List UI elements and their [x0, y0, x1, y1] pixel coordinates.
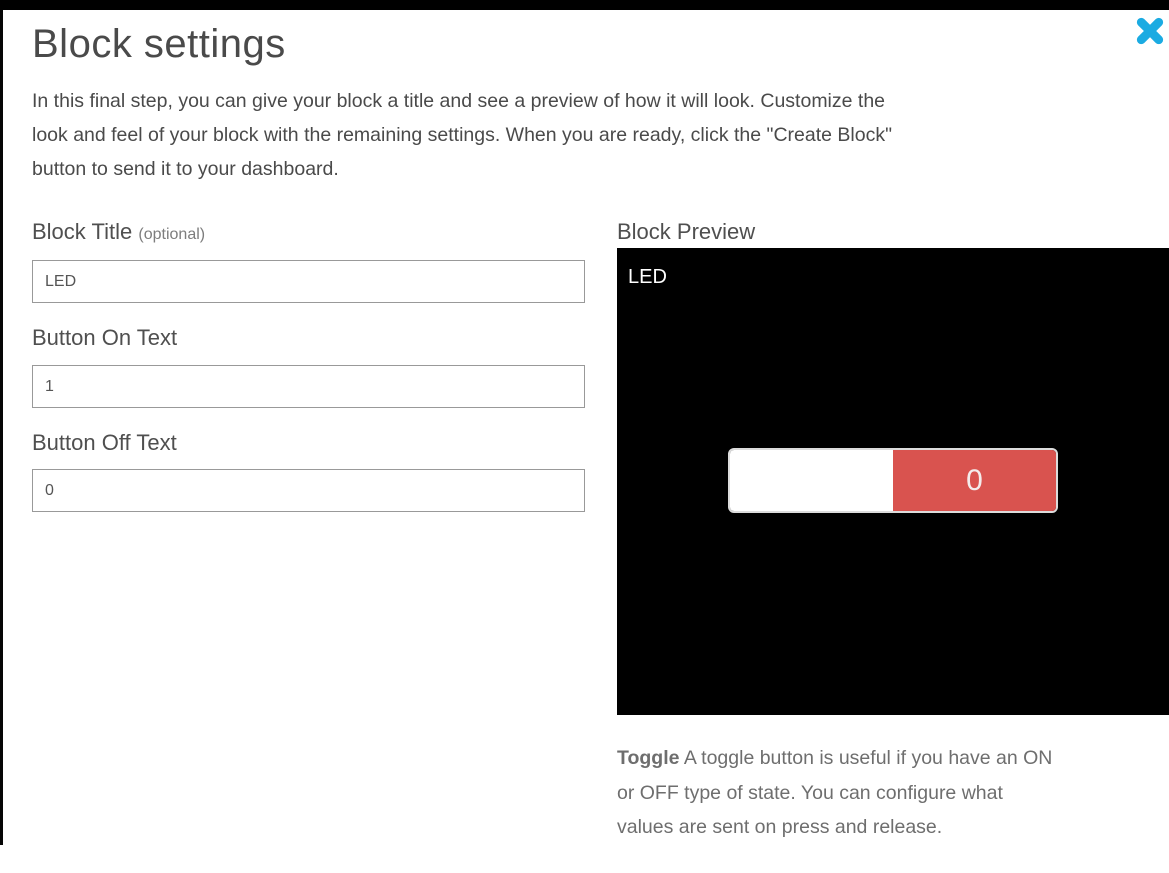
block-preview-heading: Block Preview — [617, 219, 756, 244]
preview-block-title: LED — [628, 266, 667, 288]
help-line: or OFF type of state. You can configure what — [617, 781, 1003, 804]
button-on-text-label: Button On Text — [32, 325, 178, 350]
block-title-label-text: Block Title — [32, 219, 133, 244]
page-background-left-edge — [0, 10, 3, 845]
description-line: button to send it to your dashboard. — [32, 158, 339, 180]
modal-description — [32, 84, 1142, 186]
toggle-off-label: 0 — [966, 463, 983, 497]
page-background-top-edge — [0, 0, 1169, 10]
close-button[interactable] — [1134, 15, 1166, 47]
optional-hint: (optional) — [138, 226, 206, 243]
help-term: Toggle — [617, 747, 680, 769]
block-type-help — [617, 741, 1169, 845]
toggle-button[interactable] — [728, 448, 1058, 513]
help-line — [617, 741, 1169, 776]
button-on-text-input[interactable] — [32, 365, 585, 408]
close-icon-strokes — [1141, 22, 1159, 40]
block-title-label — [32, 219, 205, 245]
help-line: values are sent on press and release. — [617, 816, 943, 838]
button-off-text-label: Button Off Text — [32, 430, 177, 455]
toggle-on-half — [730, 450, 893, 511]
page-title: Block settings — [32, 22, 286, 66]
description-line: look and feel of your block with the remaining settings. When you are ready, click the "Create Block" — [32, 124, 892, 146]
block-preview — [617, 248, 1169, 715]
close-icon — [1135, 16, 1165, 46]
button-off-text-input[interactable] — [32, 469, 585, 512]
help-line-text: A toggle button is useful if you have an ON — [683, 747, 1053, 769]
description-line: In this final step, you can give your block a title and see a preview of how it will look. Customize the — [32, 90, 886, 112]
toggle-off-half — [893, 450, 1056, 511]
block-title-input[interactable] — [32, 260, 585, 303]
